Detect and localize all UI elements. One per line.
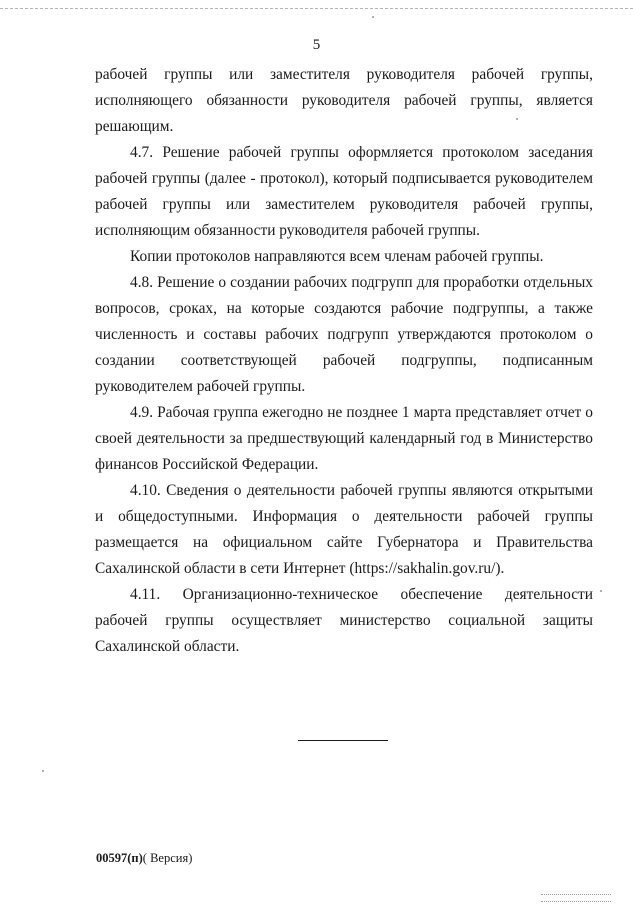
document-version: ( Версия) bbox=[142, 851, 193, 865]
paragraph-4-11: 4.11. Организационно-техническое обеспечение деятельности рабочей группы осуществляет министерство социальной защиты Сахалинской области. bbox=[95, 586, 593, 655]
scan-speck bbox=[42, 770, 44, 772]
document-footer bbox=[96, 851, 192, 866]
page-top-edge bbox=[0, 8, 633, 9]
scan-speck bbox=[372, 16, 374, 18]
paragraph-4-7: 4.7. Решение рабочей группы оформляется протоколом заседания рабочей группы (далее - протокол), который подписывается руководителем рабочей группы или заместителем руководителя рабочей группы, исполняющим обязанности руководителя рабочей группы. bbox=[95, 144, 593, 239]
document-code: 00597(п) bbox=[96, 851, 143, 865]
document-body bbox=[95, 62, 593, 660]
scan-speck bbox=[516, 118, 518, 120]
paragraph-4-8: 4.8. Решение о создании рабочих подгрупп для проработки отдельных вопросов, сроках, на которые создаются рабочие подгруппы, а также численность и составы рабочих подгрупп утверждаются протоколом о создании соответствующей рабочей подгруппы, подписанным руководителем рабочей группы. bbox=[95, 274, 593, 395]
paragraph-4-9: 4.9. Рабочая группа ежегодно не позднее 1 марта представляет отчет о своей деятельности за предшествующий календарный год в Министерство финансов Российской Федерации. bbox=[95, 404, 593, 473]
paragraph-continuation: рабочей группы или заместителя руководителя рабочей группы, исполняющего обязанности руководителя рабочей группы, является решающим. bbox=[95, 66, 593, 135]
paragraph-copies: Копии протоколов направляются всем членам рабочей группы. bbox=[130, 248, 544, 265]
scan-corner-mark bbox=[541, 894, 611, 902]
closing-separator-line bbox=[298, 740, 388, 741]
paragraph-4-10: 4.10. Сведения о деятельности рабочей группы являются открытыми и общедоступными. Информация о деятельности рабочей группы размещается на официальном сайте Губернатора и Правительства Сахалинской области в сети Интернет (https://sakhalin.gov.ru/). bbox=[95, 482, 593, 577]
page-number: 5 bbox=[312, 37, 321, 53]
scan-speck bbox=[600, 590, 602, 592]
